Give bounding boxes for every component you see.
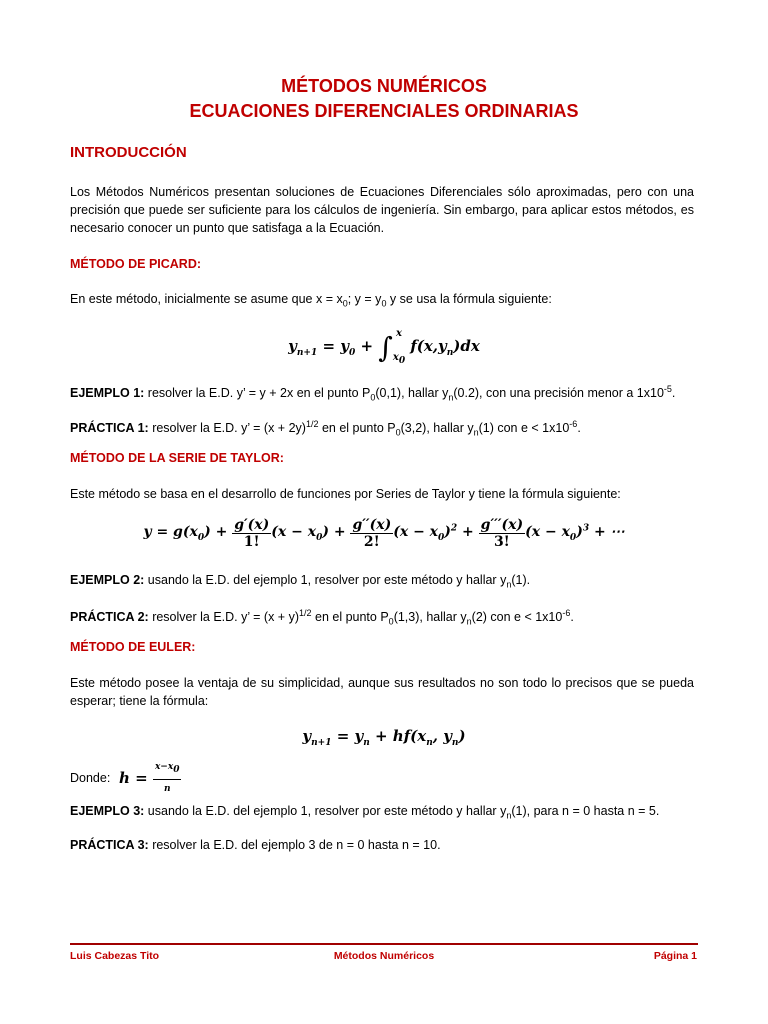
footer-divider <box>70 943 698 945</box>
intro-heading: INTRODUCCIÓN <box>70 144 187 161</box>
euler-intro-text: Este método posee la ventaja de su simplicidad, aunque sus resultados no son todo lo precisos que se pueda esperar; tiene la fórmula: <box>70 676 694 708</box>
footer-author: Luis Cabezas Tito <box>70 950 160 962</box>
document-title: MÉTODOS NUMÉRICOS <box>281 76 487 96</box>
example-2: EJEMPLO 2: usando la E.D. del ejemplo 1, resolver por este método y hallar $y_n(1)$. <box>70 573 531 590</box>
practice-3: PRÁCTICA 3: resolver la E.D. del ejemplo 3 de n = 0 hasta n = 10. <box>70 838 441 852</box>
practice-2: PRÁCTICA 2: resolver la E.D. y’ = $(x + y)^{1/2}$ en el punto $P_0(1,3)$, hallar $y_n(2)$ con $e < 1x10^{-6}$. <box>70 608 574 627</box>
euler-heading: MÉTODO DE EULER: <box>70 640 196 654</box>
picard-formula: $y_{n+1} = y_0$ + ∫ x $x_0$ $f(x,y_n)dx$ <box>288 328 480 366</box>
practice-1: PRÁCTICA 1: resolver la E.D. y’ = $(x + 2y)^{1/2}$ en el punto $P_0(3,2)$, hallar $y_n(1)$ con $e < 1x10^{-6}$. <box>70 419 581 438</box>
footer-title: Métodos Numéricos <box>333 950 435 962</box>
picard-intro-text: En este método, inicialmente se asume que $x = x_0$; $y = y_0$ y se usa la fórmula siguiente: <box>70 292 552 309</box>
donde-definition: Donde: h = $\frac{x-x_0}{n}$ <box>70 758 694 798</box>
example-3: EJEMPLO 3: usando la E.D. del ejemplo 1, resolver por este método y hallar $y_n(1)$, para n = 0 hasta n = 5. <box>70 804 660 821</box>
taylor-formula: $y = g(x_0)$ + $\frac{g'(x)}{1!}$ $(x - x_0)$ + $\frac{g''(x)}{2!}$ $(x - x_0)^2$ + $\frac{g'''(x)}{3!}$ $(x - x_0)^3$ + ⋯ <box>143 517 625 550</box>
footer-page-number: Página 1 <box>653 950 697 962</box>
example-1: EJEMPLO 1: resolver la E.D. y’ = y + 2x en el punto $P_0(0,1)$, hallar $y_n(0.2)$, con una precisión menor a $1x10^{-5}$. <box>70 384 676 403</box>
euler-formula: $y_{n+1} = y_n + hf(x_n$, $y_n$) <box>302 727 466 748</box>
intro-paragraph: Los Métodos Numéricos presentan soluciones de Ecuaciones Diferenciales sólo aproximadas, pero con una precisión que puede ser suficiente para los cálculos de ingeniería. Sin embargo, para aplicar estos métodos, es necesario conocer un punto que satisfaga a la Ecuación. <box>70 185 694 235</box>
document-subtitle: ECUACIONES DIFERENCIALES ORDINARIAS <box>189 101 579 121</box>
taylor-intro-text: Este método se basa en el desarrollo de funciones por Series de Taylor y tiene la fórmula siguiente: <box>70 487 621 501</box>
taylor-heading: MÉTODO DE LA SERIE DE TAYLOR: <box>70 451 284 465</box>
picard-heading: MÉTODO DE PICARD: <box>70 257 202 271</box>
